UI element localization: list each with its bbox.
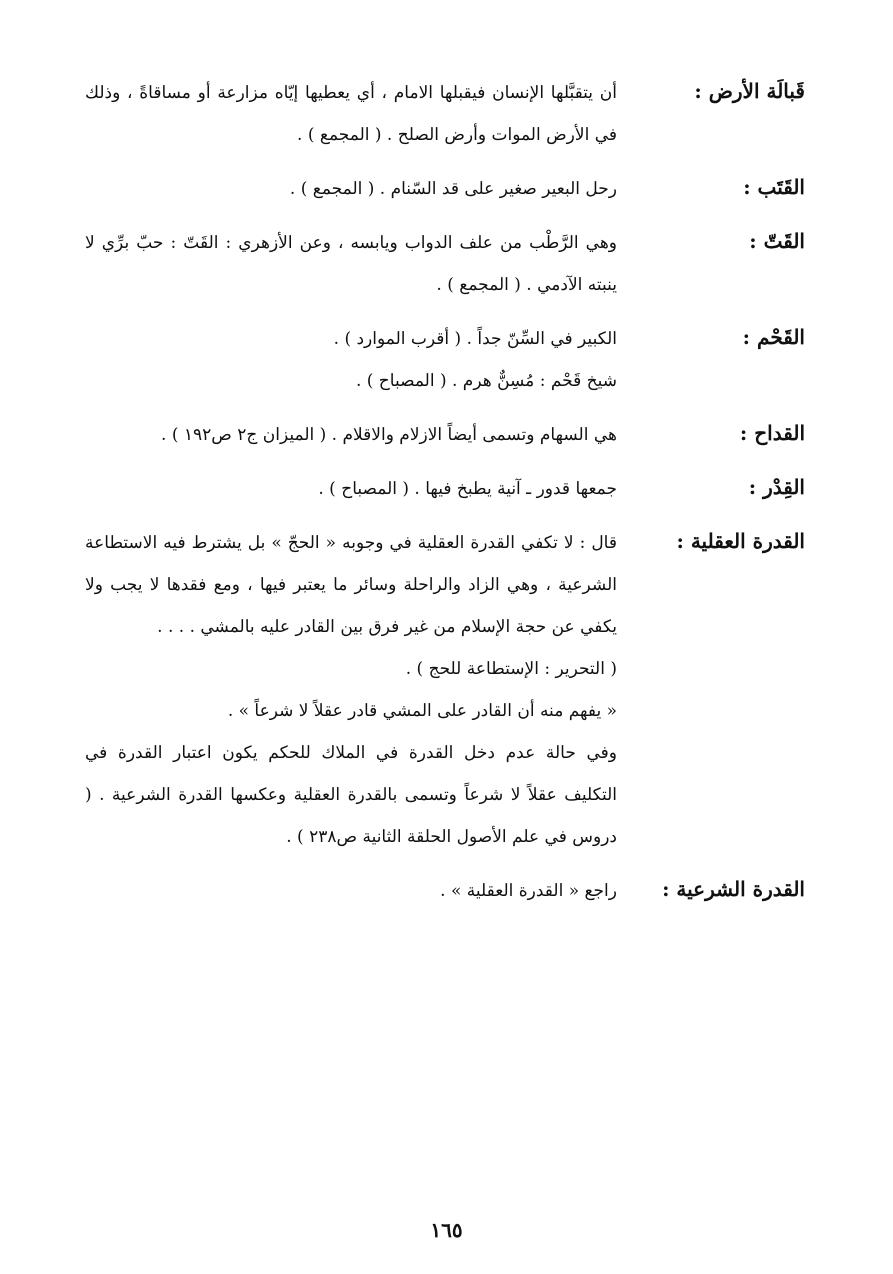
entry-term: القداح :: [739, 421, 805, 445]
definition-paragraph: شيخ قَحْم : مُسِنٌّ هرم . ( المصباح ) .: [355, 371, 617, 391]
entry-qabalat-al-ard: [85, 72, 805, 156]
entry-definition: [85, 870, 617, 912]
definition-paragraph: « يفهم منه أن القادر على المشي قادر عقلاً لا شرعاً » .: [227, 701, 617, 721]
entry-definition: [85, 168, 617, 210]
entry-term: القَتَب :: [743, 175, 805, 199]
entry-definition: [85, 318, 617, 402]
entry-definition: [85, 222, 617, 306]
entry-term: القدرة الشرعية :: [662, 877, 805, 901]
entry-al-qudra-al-aqliya: [85, 522, 805, 858]
definition-paragraph: رحل البعير صغير على قد السّنام . ( المجمع ) .: [289, 179, 617, 199]
entry-definition: [85, 468, 617, 510]
definition-paragraph: ( التحرير : الإستطاعة للحج ) .: [405, 659, 617, 679]
definition-paragraph: الكبير في السِّنّ جداً . ( أقرب الموارد ) .: [333, 329, 617, 349]
entry-al-qatt: [85, 222, 805, 306]
definition-paragraph: أن يتقبَّلها الإنسان فيقبلها الامام ، أي يعطيها إيّاه مزارعة أو مساقاةً ، وذلك في الأرض الموات وأرض الصلح . ( المجمع ) .: [85, 83, 617, 145]
entry-al-qidah: [85, 414, 805, 456]
entry-term: القَحْم :: [742, 325, 805, 349]
entry-definition: [85, 414, 617, 456]
entry-definition: [85, 72, 617, 156]
definition-paragraph: راجع « القدرة العقلية » .: [440, 881, 617, 901]
definition-paragraph: وفي حالة عدم دخل القدرة في الملاك للحكم يكون اعتبار القدرة في التكليف عقلاً لا شرعاً وتسمى بالقدرة العقلية وعكسها القدرة الشرعية . ( دروس في علم الأصول الحلقة الثانية ص٢٣٨ ) .: [85, 743, 617, 847]
entry-al-qatab: [85, 168, 805, 210]
entry-term: القَتّ :: [749, 229, 805, 253]
entry-term: القِدْر :: [748, 475, 805, 499]
page-number: ١٦٥: [430, 1218, 463, 1242]
entry-term: قَبالَة الأرض :: [694, 79, 805, 103]
definition-paragraph: قال : لا تكفي القدرة العقلية في وجوبه « الحجّ » بل يشترط فيه الاستطاعة الشرعية ، وهي الزاد والراحلة وسائر ما يعتبر فيها ، ومع فقدها لا يجب ولا يكفي عن حجة الإسلام من غير فرق بين القادر عليه بالمشي . . . .: [85, 533, 617, 637]
glossary-entries: [85, 72, 805, 924]
definition-paragraph: وهي الرَّطْب من علف الدواب ويابسه ، وعن الأزهري : القَتّ : حبّ برِّي لا ينبته الآدمي . ( المجمع ) .: [85, 233, 617, 295]
definition-paragraph: جمعها قدور ـ آنية يطبخ فيها . ( المصباح ) .: [318, 479, 617, 499]
entry-al-qudra-al-shariya: [85, 870, 805, 912]
entry-al-qidr: [85, 468, 805, 510]
entry-definition: [85, 522, 617, 858]
entry-term: القدرة العقلية :: [676, 529, 805, 553]
definition-paragraph: هي السهام وتسمى أيضاً الازلام والاقلام . ( الميزان ج٢ ص١٩٢ ) .: [161, 425, 617, 445]
entry-al-qahm: [85, 318, 805, 402]
